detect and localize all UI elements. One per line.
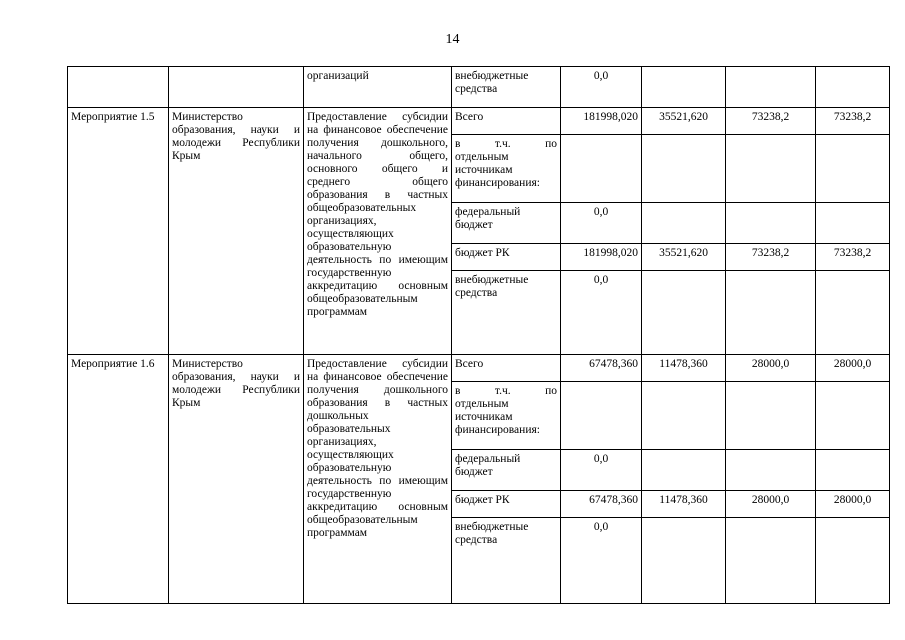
year3-value [816, 450, 890, 491]
continuation-row [68, 67, 890, 108]
year2-value: 28000,0 [726, 491, 816, 518]
source-label: Всего [452, 355, 561, 382]
event-name: Мероприятие 1.5 [68, 108, 169, 355]
year3-value [816, 271, 890, 355]
source-label: бюджет РК [452, 491, 561, 518]
total-value: 0,0 [561, 203, 642, 244]
source-label: в т.ч. по отдельным источникам финансирования: [452, 135, 561, 203]
year1-value [642, 518, 726, 604]
page-number: 14 [445, 32, 460, 47]
source-label: федеральный бюджет [452, 203, 561, 244]
year3-value: 73238,2 [816, 244, 890, 271]
table-row [68, 108, 890, 135]
year2-value [726, 135, 816, 203]
source-label: Всего [452, 108, 561, 135]
source-label: федеральный бюджет [452, 450, 561, 491]
year2-value [726, 518, 816, 604]
source-label: в т.ч. по отдельным источникам финансирования: [452, 382, 561, 450]
year1-value [642, 135, 726, 203]
total-value [561, 135, 642, 203]
year1-value: 11478,360 [642, 355, 726, 382]
year3-value [816, 518, 890, 604]
year2-value [726, 67, 816, 108]
source-label: внебюджетные средства [452, 271, 561, 355]
source-label: внебюджетные средства [452, 518, 561, 604]
year1-value: 11478,360 [642, 491, 726, 518]
year2-value [726, 450, 816, 491]
total-value: 181998,020 [561, 244, 642, 271]
year2-value [726, 382, 816, 450]
event-description: Предоставление субсидии на финансовое обеспечение получения дошкольного образования в частных дошкольных образовательных организациях, осуществляющих образовательную деятельность по имеющим государственную аккредитацию основным общеобразовательным программам [304, 355, 452, 604]
event-description: Предоставление субсидии на финансовое обеспечение получения дошкольного, начального общего, основного общего и среднего общего образования в частных общеобразовательных организациях, осуществляющих образовательную деятельность по имеющим государственную аккредитацию основным общеобразовательным программам [304, 108, 452, 355]
year1-value [642, 271, 726, 355]
total-value [561, 382, 642, 450]
year3-value [816, 67, 890, 108]
source-label: внебюджетные средства [452, 67, 561, 108]
table-row [68, 355, 890, 382]
year1-value [642, 450, 726, 491]
year3-value [816, 135, 890, 203]
event-name: Мероприятие 1.6 [68, 355, 169, 604]
year1-value: 35521,620 [642, 108, 726, 135]
description-cell: организаций [304, 67, 452, 108]
total-value: 67478,360 [561, 491, 642, 518]
year3-value [816, 382, 890, 450]
total-value: 67478,360 [561, 355, 642, 382]
year3-value: 73238,2 [816, 108, 890, 135]
executor-name: Министерство образования, науки и молодежи Республики Крым [169, 108, 304, 355]
total-value: 0,0 [561, 67, 642, 108]
year1-value [642, 382, 726, 450]
executor-name: Министерство образования, науки и молодежи Республики Крым [169, 355, 304, 604]
total-value: 0,0 [561, 518, 642, 604]
year3-value: 28000,0 [816, 491, 890, 518]
total-value: 0,0 [561, 450, 642, 491]
event-cell [68, 67, 169, 108]
executor-cell [169, 67, 304, 108]
year1-value: 35521,620 [642, 244, 726, 271]
year3-value [816, 203, 890, 244]
source-label: бюджет РК [452, 244, 561, 271]
year2-value [726, 203, 816, 244]
year2-value: 73238,2 [726, 108, 816, 135]
year2-value [726, 271, 816, 355]
year1-value [642, 203, 726, 244]
year1-value [642, 67, 726, 108]
year2-value: 73238,2 [726, 244, 816, 271]
year2-value: 28000,0 [726, 355, 816, 382]
year3-value: 28000,0 [816, 355, 890, 382]
total-value: 0,0 [561, 271, 642, 355]
total-value: 181998,020 [561, 108, 642, 135]
budget-table [67, 66, 890, 604]
